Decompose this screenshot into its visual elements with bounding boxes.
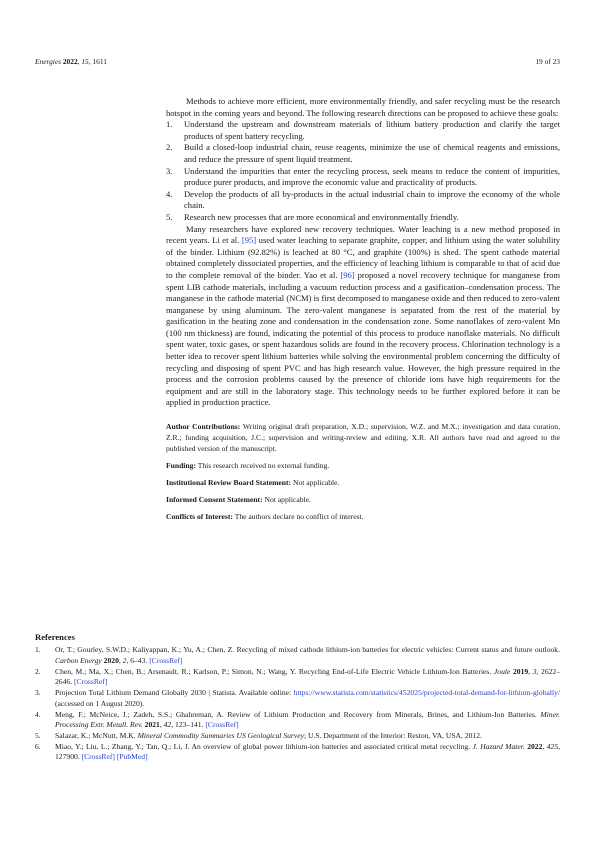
goal-text: Build a closed-loop industrial chain, reuse reagents, minimize the use of chemical reagents and emissions, and reduce the pressure of spent liquid treatment. <box>184 142 560 164</box>
reference-number: 1. <box>35 645 41 655</box>
reference-journal: J. Hazard Mater. <box>472 742 525 752</box>
reference-volume: 2 <box>122 655 127 665</box>
reference-volume: 3 <box>532 666 537 676</box>
reference-year: 2020 <box>103 655 119 665</box>
goal-number: 2. <box>166 142 173 153</box>
goal-text: Research new processes that are more economical and environmentally friendly. <box>184 211 459 222</box>
reference-text: (accessed on 1 August 2020). <box>55 698 145 708</box>
goal-text: Understand the impurities that enter the recycling process, seek means to reduce the content of impurities, produce purer products, and improve the economic value and practicality of products. <box>184 165 560 188</box>
consent-statement <box>166 494 560 505</box>
section-text: This research received no external funding. <box>195 461 330 471</box>
recovery-techniques-paragraph <box>166 224 560 410</box>
reference-item <box>35 742 560 763</box>
goal-number: 3. <box>166 165 173 176</box>
section-label: Author Contributions: <box>166 422 241 432</box>
reference-number: 3. <box>35 688 41 698</box>
reference-text: , 127900. <box>55 742 561 762</box>
page-number: 19 of 23 <box>535 57 560 66</box>
reference-number: 2. <box>35 666 41 676</box>
reference-text: Meng, F.; McNeice, J.; Zadeh, S.S.; Ghahreman, A. Review of Lithium Production and Recovery from Minerals, Brines, and Lithium-Ion Batteries. <box>55 709 541 719</box>
pubmed-link[interactable]: [PubMed] <box>116 752 148 762</box>
journal-name: Energies <box>35 57 61 66</box>
reference-text: Salazar, K.; McNutt, M.K. <box>55 731 138 741</box>
section-text: Writing original draft preparation, X.D.; supervision, W.Z. and M.X.; investigation and data curation, Z.R.; funding acquisition, J.C.; supervision and writing-review and editing, X.R. All authors have read and agreed to the published version of the manuscript. <box>166 422 560 454</box>
citation-link-95[interactable]: [95] <box>241 235 257 246</box>
goal-number: 5. <box>166 211 173 222</box>
reference-number: 5. <box>35 731 41 741</box>
reference-year: 2022 <box>527 742 543 752</box>
back-matter <box>166 421 560 522</box>
reference-item <box>35 710 560 731</box>
crossref-link[interactable]: [CrossRef] <box>73 677 108 687</box>
section-label: Informed Consent Statement: <box>166 495 263 505</box>
citation-link-96[interactable]: [96] <box>340 269 355 280</box>
reference-text: Miao, Y.; Liu, L.; Zhang, Y.; Tan, Q.; Li, J. An overview of global power lithium-ion batteries and associated critical metal recycling. <box>55 742 473 752</box>
references-section <box>35 632 560 763</box>
goal-item <box>166 166 560 189</box>
reference-number: 6. <box>35 742 41 752</box>
goal-number: 1. <box>166 119 173 130</box>
reference-url-link[interactable]: https://www.statista.com/statistics/452025/projected-total-demand-for-lithium-globally/ <box>293 688 560 698</box>
reference-item <box>35 645 560 666</box>
crossref-link[interactable]: [CrossRef] <box>149 655 183 665</box>
reference-year: 2019 <box>512 666 529 676</box>
reference-journal: Carbon Energy <box>55 655 102 665</box>
goal-number: 4. <box>166 188 173 199</box>
goal-text: Understand the upstream and downstream materials of lithium battery production and clarify the target products of spent battery recycling. <box>184 119 560 141</box>
reference-volume: 42 <box>163 720 172 730</box>
references-heading: References <box>35 632 75 642</box>
reference-text: , <box>528 666 533 676</box>
reference-journal: Mineral Commodity Summaries US Geological Survey <box>137 731 304 741</box>
paragraph-text: proposed a novel recovery technique for manganese from spent LIB cathode materials, including a vacuum reduction process and a gasification–condensation process. The manganese in the cathode material (NCM) is first decomposed to manganese oxide and then reduced to zero-valent manganese by using aluminum. The zero-valent manganese is separated from the rest of the material by gasification in the heating zone and condensation in the condensation zone. Some nanoflakes of zero-valent Mn (100 nm thickness) are found, indicating the potential of this process to produce nanoflake materials. No difficult spent water, toxic gases, or spent hazardous solids are found in the recovery process. Chlorination technology is a better idea to recover spent lithium batteries while solving the environmental problem concerning the difficulty of recycling and disposing of spent PVC and has high research value. However, the high pressure required in the process and the corrosion problems caused by the presence of chloride ions have high requirements for the equipment and are still in the laboratory stage. This technology needs to be further explored before it can be applied in production practice. <box>166 269 560 408</box>
reference-text: , 123–141. <box>171 720 206 730</box>
goal-item <box>166 189 560 212</box>
page-header <box>35 56 560 68</box>
funding-statement <box>166 460 560 471</box>
intro-paragraph: Methods to achieve more efficient, more environmentally friendly, and safer recycling must be the research hotspot in the coming years and beyond. The following research directions can be proposed to achieve these goals: <box>166 96 560 118</box>
reference-text: Projection Total Lithium Demand Globally 2030 | Statista. Available online: <box>55 688 294 698</box>
paragraph-text: Many researchers have explored new recovery techniques. Water leaching is a new method proposed in recent years. Li et al. <box>166 223 560 246</box>
journal-citation: Energies 2022, 15, 1611 <box>35 57 107 66</box>
conflict-statement <box>166 511 560 522</box>
section-text: The authors declare no conflict of interest. <box>232 512 364 522</box>
reference-text: ; U.S. Department of the Interior: Reston, VA, USA, 2012. <box>303 731 482 741</box>
reference-volume: 425 <box>546 742 559 752</box>
goal-item <box>166 142 560 165</box>
article-number: 1611 <box>92 57 107 66</box>
goal-item <box>166 212 560 224</box>
reference-number: 4. <box>35 709 41 719</box>
section-text: Not applicable. <box>262 495 311 505</box>
goal-text: Develop the products of all by-products in the actual industrial chain to improve the economy of the whole chain. <box>184 188 560 211</box>
reference-year: 2021 <box>144 720 160 730</box>
reference-item <box>35 688 560 709</box>
crossref-link[interactable]: [CrossRef] <box>81 752 115 762</box>
reference-text: , <box>542 742 547 752</box>
reference-item <box>35 731 560 741</box>
reference-journal: Joule <box>493 666 511 676</box>
section-label: Institutional Review Board Statement: <box>166 478 292 488</box>
main-text <box>166 96 560 528</box>
crossref-link[interactable]: [CrossRef] <box>205 720 239 730</box>
reference-text: Or, T.; Gourley, S.W.D.; Kaliyappan, K.; Yu, A.; Chen, Z. Recycling of mixed cathode lithium-ion batteries for electric vehicles: Current status and future outlook. <box>55 645 560 655</box>
section-label: Funding: <box>166 461 196 471</box>
reference-item <box>35 667 560 688</box>
reference-text: , 6–43. <box>126 655 150 665</box>
journal-volume: 15 <box>81 57 89 66</box>
section-label: Conflicts of Interest: <box>166 512 233 522</box>
reference-text: , 2622–2646. <box>55 666 561 687</box>
goal-item <box>166 119 560 142</box>
journal-year: 2022 <box>62 57 78 66</box>
reference-text: Chen, M.; Ma, X.; Chen, B.; Arsenault, R.; Karlson, P.; Simon, N.; Wang, Y. Recycling End-of-Life Electric Vehicle Lithium-Ion Batteries. <box>55 666 494 676</box>
author-contributions <box>166 421 560 454</box>
reference-text: , <box>118 655 123 665</box>
reference-text: , <box>159 720 164 730</box>
section-text: Not applicable. <box>291 478 340 488</box>
paragraph-text: used water leaching to separate graphite, copper, and lithium using the water solubility of the binder. Lithium (92.82%) is leached at 80 °C, and graphite (100%) is shed. The spent cathode material obtained completely dissociated properties, and the efficiency of leaching lithium is comparable to that of acid due to the complete removal of the binder. Yao et al. <box>166 235 560 280</box>
irb-statement <box>166 477 560 488</box>
reference-journal: Miner. Processing Extr. Metall. Rev. <box>55 709 560 730</box>
